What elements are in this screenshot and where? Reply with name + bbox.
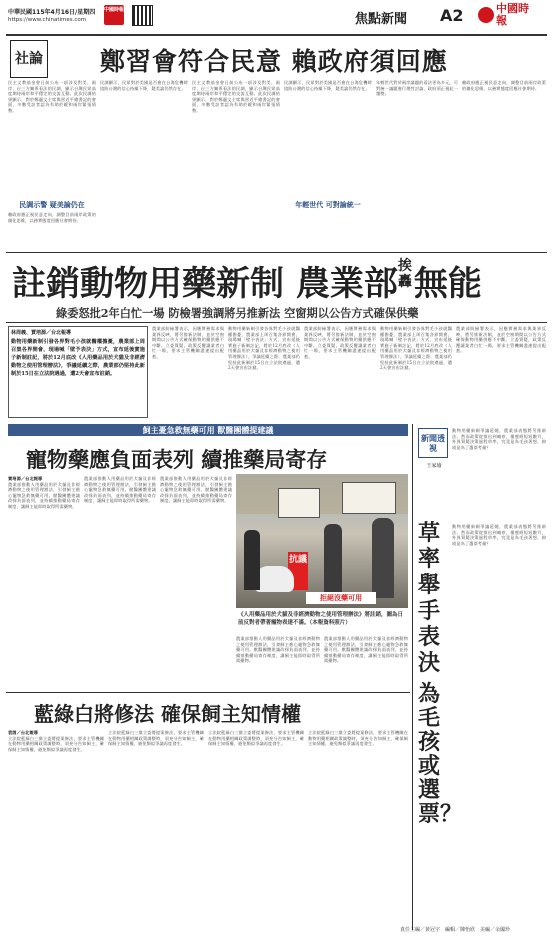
editorial-rule (6, 252, 547, 253)
editorial-subhead-right-text: 年輕世代 可對論統一 (295, 200, 361, 209)
lead-lede: 動物用藥新制引發各界對毛小孩就醫權擔憂，農業部上周召集各界開會，現場喊「壁予表決」方式，宣布延後實施子新制註記，將於12月底改《人用藥品用於犬貓及非經濟動物之使用管理辦法》，爭議延續之際，農業部仍堅持此新制於15日在立法院遇過，遭2天會宣布註銷。 (11, 339, 145, 377)
column-title-a: 草率舉手表決 (418, 520, 441, 676)
lead-lede-box (8, 326, 148, 418)
column-body-b: 動物用藥新制爭議延燒，農業部表態將另推新法。然而政策從推出到喊停，僅歷經短短數月，外界質疑決策過程草率，究竟是為毛孩著想，抑或是為了選票考量？ (452, 524, 546, 546)
lead-body-d: 動物用藥新制引發各界對毛小孩就醫權擔憂，農業部上周召集各界開會，現場喊「壁予表決」方式，宣布延後實施子新制註記，將於12月底改《人用藥品用於犬貓及非經濟動物之使用管理辦法》，爭議延續之際，農業部仍堅持此新制於15日在立法院遇過，遭2天會宣布註銷。 (380, 326, 452, 371)
bottom-col-4 (308, 730, 408, 922)
editorial-col-4 (284, 80, 372, 248)
editorial-col-5 (376, 80, 458, 248)
lead-headline-small-1: 挨 (397, 258, 412, 274)
lead-col-6 (456, 326, 546, 420)
bottom-body-a: 立法院藍綠白三黨立委將提案修法，要求主管機關在動物用藥相關政策調整時，須充分告知飼主，確保飼主知情權，避免類似爭議再度發生。 (8, 735, 104, 752)
date-line: 中華民國115年4月16日/星期四 (8, 9, 96, 16)
column-tag (418, 428, 448, 458)
protest-sign-right (342, 482, 396, 514)
lead-headline-small (398, 258, 414, 290)
editorial-col-6 (462, 80, 546, 248)
brand-logo-mark (478, 7, 494, 23)
lead-deck: 綠委怒批2年白忙一場 防檢署強調將另推新法 空窗期以公告方式確保供藥 (56, 306, 419, 320)
site-url[interactable]: https://www.chinatimes.com (8, 17, 87, 23)
bottom-headline: 藍綠白將修法 確保飼主知情權 (34, 702, 301, 726)
pet-col-1 (8, 476, 80, 688)
lead-headline-small-2: 轟 (397, 274, 412, 290)
lead-byline: 林周義、賈培源／台北報導 (11, 330, 72, 336)
protest-sign-left (278, 488, 320, 518)
editorial-col-3 (192, 80, 280, 248)
pet-photo (236, 474, 408, 608)
editorial-tag (10, 40, 48, 78)
column-body-col-2 (452, 524, 546, 920)
column-body-col-1 (452, 428, 546, 520)
pet-body-e: 農業部推動人用藥品用於犬貓及非經濟動物之使用管理辦法，引發飼主擔心寵物急救無藥可用。獸醫團體建議改採負面表列，並持續推動藥局寄存制度，讓飼主能即時取得所需藥物。 (324, 636, 408, 664)
column-author: 王家瑜 (426, 463, 442, 469)
bottom-rule (6, 692, 410, 693)
pet-col-4 (236, 636, 320, 690)
pet-body-a: 農業部推動人用藥品用於犬貓及非經濟動物之使用管理辦法，引發飼主擔心寵物急救無藥可用。獸醫團體建議改採負面表列，並持續推動藥局寄存制度，讓飼主能即時取得所需藥物。 (8, 481, 80, 509)
footer-credit: 責任主編／黃冠宇 編輯／陳怡欣 美編／余國珍 (400, 927, 511, 933)
section-label: 焦點新聞 (355, 12, 408, 27)
bottom-body-d: 立法院藍綠白三黨立委將提案修法，要求主管機關在動物用藥相關政策調整時，須充分告知飼主，確保飼主知情權，避免類似爭議再度發生。 (308, 730, 408, 747)
bottom-col-3 (208, 730, 304, 922)
header-rule (6, 34, 547, 36)
bottom-byline: 袁茵／台北報導 (8, 730, 39, 735)
bottom-body-c: 立法院藍綠白三黨立委將提案修法，要求主管機關在動物用藥相關政策調整時，須充分告知飼主，確保飼主知情權，避免類似爭議再度發生。 (208, 730, 304, 747)
sign-caption-text: 拒絕沒藥可用 (320, 593, 362, 602)
column-title-b: 為毛孩或選票？ (418, 681, 463, 827)
person-figure-2 (324, 524, 342, 594)
pet-col-2 (84, 476, 156, 688)
pet-headline: 寵物藥應負面表列 續推藥局寄存 (26, 447, 328, 472)
pet-section-band (8, 424, 408, 436)
lead-body-e: 農業部防檢署表示，因應實務需求與業界反映，將另推新法制，並於空窗期間以公告方式確保動物用藥供應不中斷。立委質疑，政策反覆讓業者白忙一場，要求主管機關盡速提出配套。 (456, 326, 546, 354)
editorial-tag-text: 社論 (15, 51, 43, 67)
bottom-col-2 (108, 730, 204, 922)
lead-rule (6, 322, 547, 323)
person-figure-3 (372, 518, 394, 598)
lead-col-4 (304, 326, 376, 420)
column-body-a: 動物用藥新制爭議延燒，農業部表態將另推新法。然而政策從推出到喊停，僅歷經短短數月，外界質疑決策過程草率，究竟是為毛孩著想，抑或是為了選票考量？ (452, 428, 546, 450)
column-tag-text: 新聞透視 (421, 433, 445, 453)
editorial-col-1b (8, 212, 96, 248)
pet-section-band-label: 飼主憂急救無藥可用 獸醫團體提建議 (142, 425, 274, 435)
header-logo-small (104, 5, 124, 25)
editorial-body-2: 賴政府應正視民意走向，調整目前兩岸政策的僵化思維，以務實態度回應社會期待。 (8, 212, 96, 223)
lead-col-3 (228, 326, 300, 420)
lead-body-a: 農業部防檢署表示，因應實務需求與業界反映，將另推新法制，並於空窗期間以公告方式確保動物用藥供應不中斷。立委質疑，政策反覆讓業者白忙一場，要求主管機關盡速提出配套。 (152, 326, 224, 359)
sign-caption-strip (306, 592, 376, 604)
lead-body-b: 動物用藥新制引發各界對毛小孩就醫權擔憂，農業部上周召集各界開會，現場喊「壁予表決」方式，宣布延後實施子新制註記，將於12月底改《人用藥品用於犬貓及非經濟動物之使用管理辦法》，爭議延續之際，農業部仍堅持此新制於15日在立法院遇過，遭2天會宣布註銷。 (228, 326, 300, 371)
pet-body-d: 農業部推動人用藥品用於犬貓及非經濟動物之使用管理辦法，引發飼主擔心寵物急救無藥可用。獸醫團體建議改採負面表列，並持續推動藥局寄存制度，讓飼主能即時取得所需藥物。 (236, 636, 320, 664)
editorial-body-2b: 賴政府應正視民意走向，調整目前兩岸政策的僵化思維，以務實態度回應社會期待。 (462, 80, 546, 91)
column-divider (412, 424, 413, 930)
editorial-body-4: 年輕世代對於兩岸議題的看法更為多元，可對統一議題進行理性討論，政府須正視此一趨勢。 (376, 80, 458, 97)
pet-photo-caption: 《人用藥品用於犬貓及非經濟動物之使用管理辦法》將註銷，圖為日前反對者帶著寵物表達不滿。（本報資料照片） (238, 612, 404, 626)
bottom-col-1 (8, 730, 104, 922)
editorial-subhead-right (284, 200, 372, 210)
page-number: A2 (440, 6, 464, 25)
bottom-body-b: 立法院藍綠白三黨立委將提案修法，要求主管機關在動物用藥相關政策調整時，須充分告知飼主，確保飼主知情權，避免類似爭議再度發生。 (108, 730, 204, 747)
qr-code-icon[interactable] (132, 5, 153, 26)
lead-headline-end: 無能 (413, 264, 482, 304)
pet-body-c: 農業部推動人用藥品用於犬貓及非經濟動物之使用管理辦法，引發飼主擔心寵物急救無藥可用。獸醫團體建議改採負面表列，並持續推動藥局寄存制度，讓飼主能即時取得所需藥物。 (160, 476, 232, 504)
pet-byline: 賈培源／台北報導 (8, 476, 43, 481)
lead-col-5 (380, 326, 452, 420)
editorial-col-2 (100, 80, 188, 248)
editorial-subhead-left (8, 200, 96, 210)
dog-figure (254, 566, 294, 592)
person-figure-1 (244, 530, 260, 590)
editorial-body-1b: 民主文教基金會日前公布一項涉及對美、兩岸、台三方關係看法的民調，顯示台灣民眾高度期待兩岸和平穩定的交流互動。此次民調結果顯示，對於鄭麗文主席與習近平總書記的會面，多數受訪者認為有助於緩和兩岸緊張情勢。 (192, 80, 280, 113)
editorial-body-3b: 民調顯示，民眾對於美國是否會在台海危機時協防台灣的信心持續下降，疑美論仍然存在。 (284, 80, 372, 91)
brand-logo-text: 中國時報 (496, 2, 529, 27)
editorial-body-3: 民調顯示，民眾對於美國是否會在台海危機時協防台灣的信心持續下降，疑美論仍然存在。 (100, 80, 188, 91)
protest-sign-red-text: 抗議 (288, 555, 307, 565)
header-logo-small-text: 中國時報 (104, 7, 125, 13)
lead-headline-main: 註銷動物用藥新制 農業部 (12, 264, 398, 304)
lead-col-2 (152, 326, 224, 420)
editorial-subhead-left-text: 民調示警 疑美論仍在 (19, 200, 85, 209)
pet-col-5 (324, 636, 408, 690)
pet-col-3 (160, 476, 232, 688)
editorial-body-1: 民主文教基金會日前公布一項涉及對美、兩岸、台三方關係看法的民調，顯示台灣民眾高度期待兩岸和平穩定的交流互動。此次民調結果顯示，對於鄭麗文主席與習近平總書記的會面，多數受訪者認為有助於緩和兩岸緊張情勢。 (8, 80, 96, 113)
lead-body-c: 農業部防檢署表示，因應實務需求與業界反映，將另推新法制，並於空窗期間以公告方式確保動物用藥供應不中斷。立委質疑，政策反覆讓業者白忙一場，要求主管機關盡速提出配套。 (304, 326, 376, 359)
pet-body-b: 農業部推動人用藥品用於犬貓及非經濟動物之使用管理辦法，引發飼主擔心寵物急救無藥可用。獸醫團體建議改採負面表列，並持續推動藥局寄存制度，讓飼主能即時取得所需藥物。 (84, 476, 156, 504)
brand-logo (478, 3, 534, 33)
lead-headline (12, 256, 482, 305)
editorial-headline: 鄭習會符合民意 賴政府須回應 (100, 47, 448, 76)
